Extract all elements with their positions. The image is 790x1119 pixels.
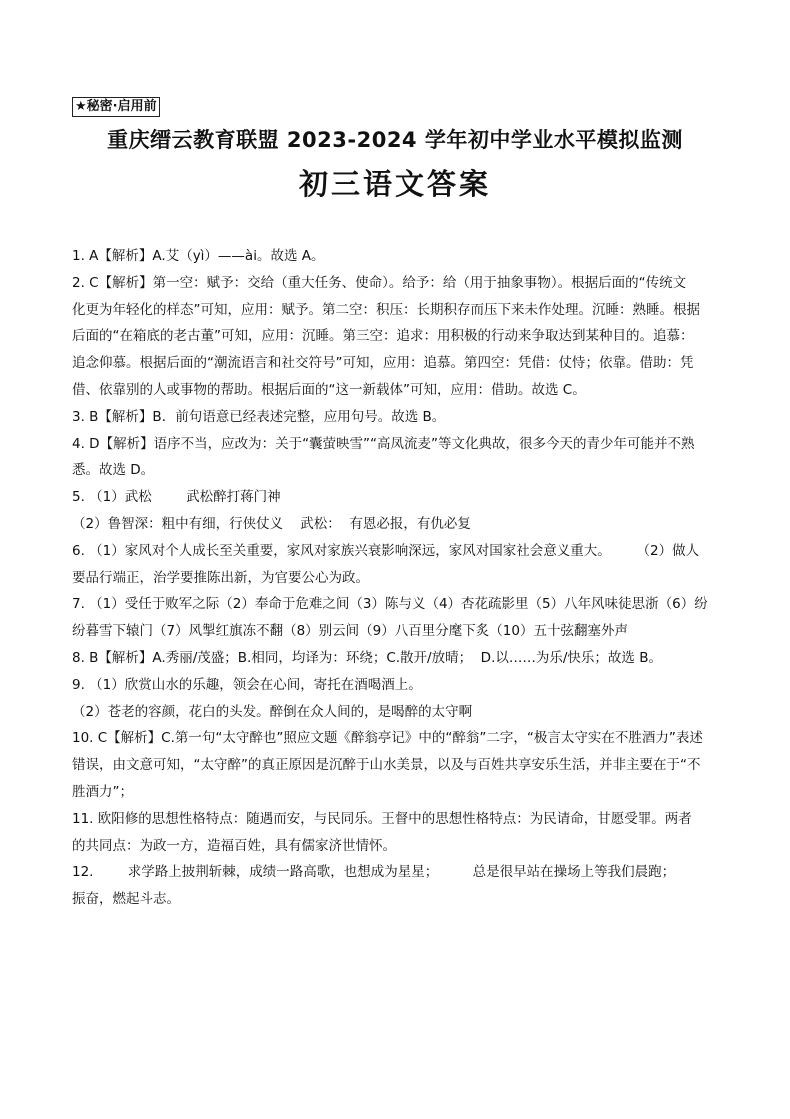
answer-line: 借、依靠别的人或事物的帮助。根据后面的“这一新载体”可知，应用：借助。故选 C。 (72, 381, 586, 398)
answer-line: 3. B【解析】B．前句语意已经表述完整，应用句号。故选 B。 (72, 408, 446, 425)
exam-title: 重庆缙云教育联盟 2023-2024 学年初中学业水平模拟监测 (107, 128, 683, 152)
answer-line: 7. （1）受任于败军之际（2）奉命于危难之间（3）陈与义（4）杏花疏影里（5）八年风味徒思浙（6）纷 (72, 596, 708, 613)
answer-line: （2）鲁智深：粗中有细，行侠仗义 武松： 有恩必报，有仇必复 (72, 515, 471, 532)
answer-line: 2. C【解析】第一空：赋予：交给（重大任务、使命）。给予：给（用于抽象事物）。根据后面的“传统文 (72, 274, 687, 291)
answer-line: 11. 欧阳修的思想性格特点：随遇而安，与民同乐。王督中的思想性格特点：为民请命，甘愿受罪。两者 (72, 810, 692, 827)
answer-line: 12. 求学路上披荆斩棘，成绩一路高歌，也想成为星星； 总是很早站在操场上等我们晨跑； (72, 864, 676, 881)
answer-line: 悉。故选 D。 (72, 462, 155, 479)
answer-line: 化更为年轻化的样态”可知，应用：赋予。第二空：积压：长期积存而压下来未作处理。沉睡：熟睡。根据 (72, 301, 700, 318)
answer-line: 振奋，燃起斗志。 (72, 891, 180, 908)
answer-line: 1. A【解析】A.艾（yì）——ài。故选 A。 (72, 248, 325, 264)
answer-line: （2）苍老的容颜，花白的头发。醉倒在众人间的，是喝醉的太守啊 (72, 703, 473, 720)
answer-line: 的共同点：为政一方，造福百姓，具有儒家济世情怀。 (72, 837, 396, 854)
confidential-label: ★秘密·启用前 (72, 97, 160, 117)
answer-body (72, 243, 727, 913)
answer-line: 纷暮雪下辕门（7）风掣红旗冻不翻（8）别云间（9）八百里分麾下炙（10）五十弦翻塞外声 (72, 623, 628, 640)
answer-line: 错误，由文意可知，“太守醉”的真正原因是沉醉于山水美景，以及与百姓共享安乐生活，并非主要在于“不 (72, 757, 701, 774)
answer-line: 6. （1）家风对个人成长至关重要，家风对家族兴衰影响深远，家风对国家社会意义重大。 （2）做人 (72, 542, 700, 559)
answer-line: 要品行端正，治学要推陈出新，为官要公心为政。 (72, 569, 369, 586)
answer-line: 后面的“在箱底的老古董”可知，应用：沉睡。第三空：追求：用积极的行动来争取达到某种目的。追慕： (72, 328, 694, 345)
answer-line: 5. （1）武松 武松醉打蒋门神 (72, 489, 281, 506)
answer-line: 10. C【解析】C.第一句“太守醉也”照应文题《醉翁亭记》中的“醉翁”二字，“极言太守实在不胜酒力”表述 (72, 730, 703, 747)
answer-line: 4. D【解析】语序不当，应改为：关于“囊萤映雪”“高凤流麦”等文化典故，很多今天的青少年可能并不熟 (72, 435, 695, 452)
answer-line: 8. B【解析】A.秀丽/茂盛；B.相同，均译为：环绕；C.散开/放晴； D.以……为乐/快乐；故选 B。 (72, 649, 662, 666)
answer-line: 胜酒力”； (72, 783, 133, 800)
answer-line: 追念仰慕。根据后面的“潮流语言和社交符号”可知，应用：追慕。第四空：凭借：仗恃；依靠。借助：凭 (72, 355, 694, 372)
answer-line: 9. （1）欣赏山水的乐趣，领会在心间，寄托在酒喝酒上。 (72, 676, 422, 693)
answer-title: 初三语文答案 (298, 167, 491, 201)
